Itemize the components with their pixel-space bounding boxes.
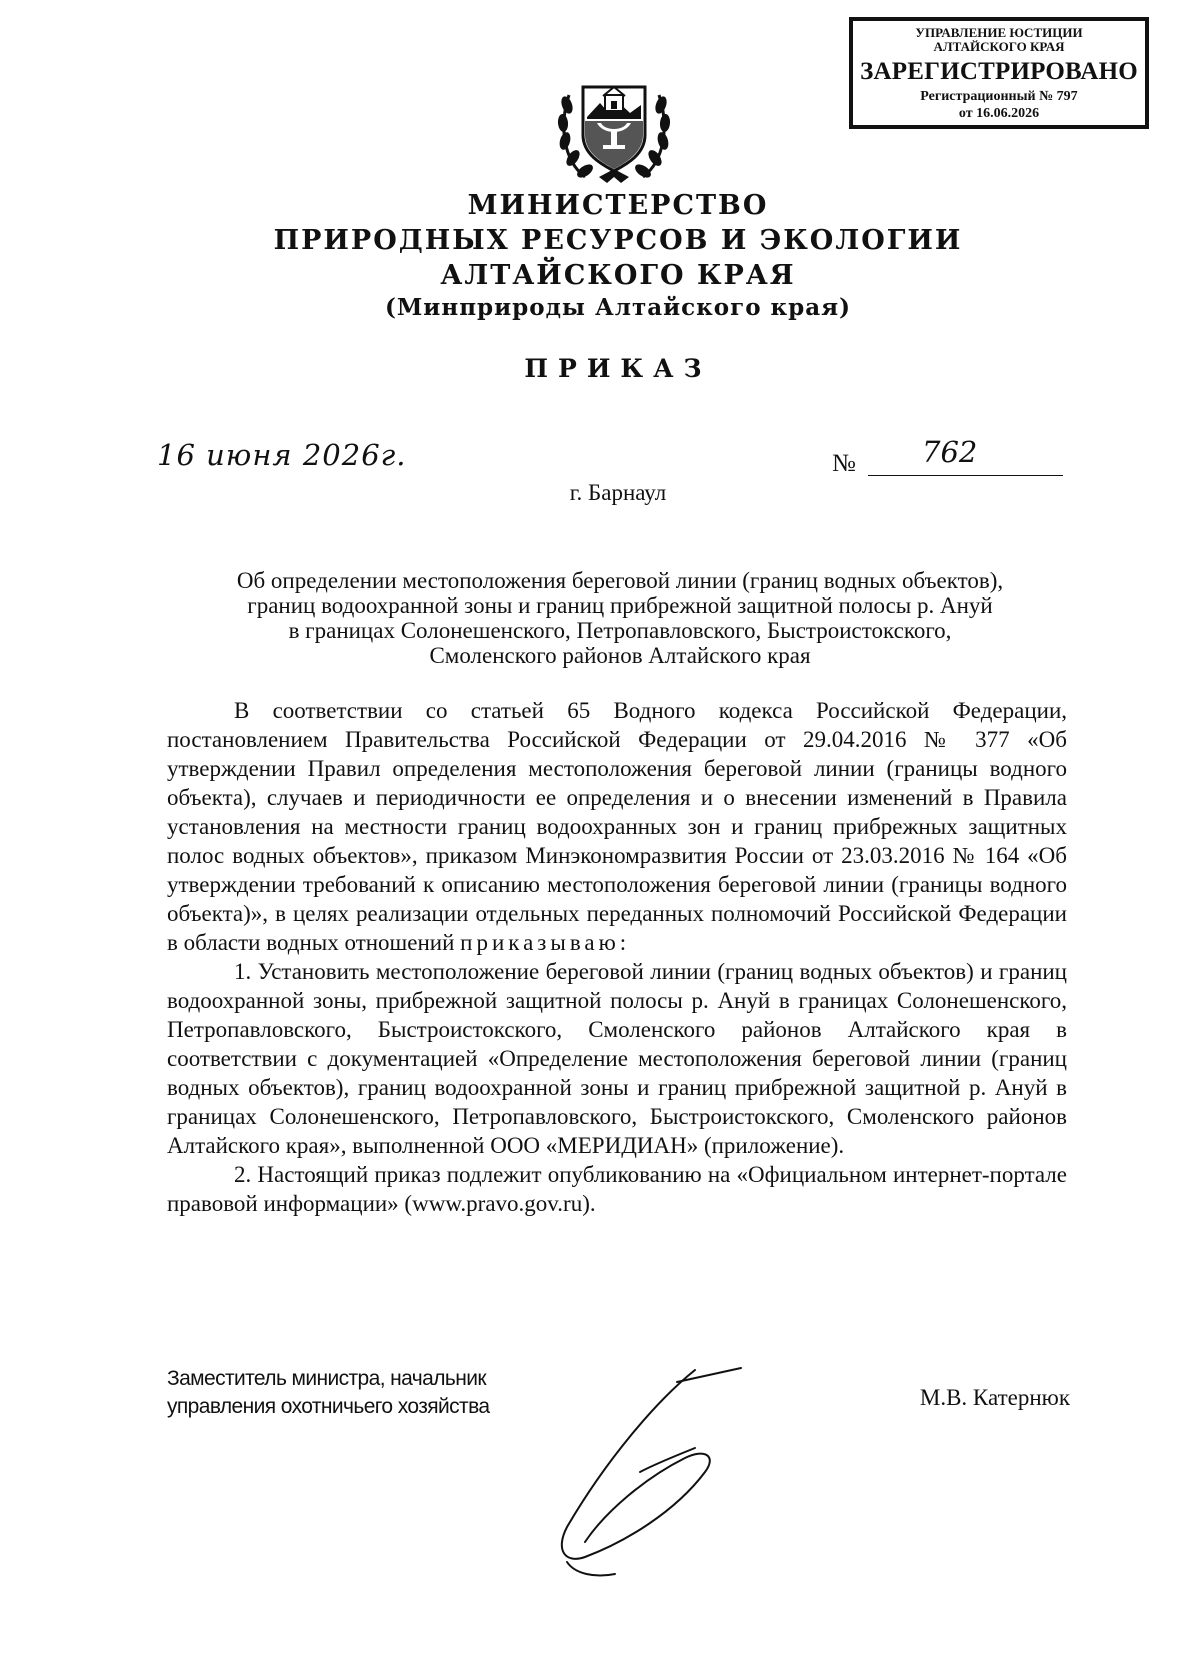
subject-line3: в границах Солонешенского, Петропавловского, Быстроистокского,: [288, 618, 952, 643]
document-body: [167, 696, 1067, 1218]
signatory-position: [167, 1365, 489, 1421]
stamp-reg-number: Регистрационный № 797: [920, 89, 1078, 104]
stamp-org-line1: УПРАВЛЕНИЕ ЮСТИЦИИ: [915, 25, 1083, 40]
city-label: г. Барнаул: [569, 480, 667, 505]
stamp-status: ЗАРЕГИСТРИРОВАНО: [860, 58, 1138, 85]
handwritten-date: 16 июня 2026г.: [157, 438, 407, 472]
ministry-name-line2: ПРИРОДНЫХ РЕСУРСОВ И ЭКОЛОГИИ: [273, 225, 963, 256]
coat-of-arms-icon: [555, 65, 673, 187]
item-2-paragraph: 2. Настоящий приказ подлежит опубликованию на «Официальном интернет-портале правовой информации» (www.pravo.gov.ru).: [167, 1162, 1067, 1216]
number-label: №: [832, 450, 856, 477]
signatory-name: М.В. Катернюк: [919, 1385, 1070, 1410]
preamble-text: В соответствии со статьей 65 Водного кодекса Российской Федерации, постановлением Правительства Российской Федерации от 29.04.2016 № 377 «Об утверждении Правил определения местоположения береговой линии (границы водного объекта), случаев и периодичности ее определения и о внесении изменений в Правила установления на местности границ водоохранных зон и границ прибрежных защитных полос водных объектов», приказом Минэкономразвития России от 23.03.2016 № 164 «Об утверждении требований к описанию местоположения береговой линии (границы водного объекта)», в целях реализации отдельных переданных полномочий Российской Федерации в области водных отношений: [167, 698, 1067, 955]
stamp-org-line2: АЛТАЙСКОГО КРАЯ: [933, 39, 1065, 54]
preamble-paragraph: [167, 696, 1067, 957]
registration-stamp: [849, 17, 1149, 129]
subject-line1: Об определении местоположения береговой линии (границ водных объектов),: [236, 568, 1004, 593]
number-underline: [868, 475, 1063, 476]
ministry-name-line1: МИНИСТЕРСТВО: [467, 190, 769, 221]
ministry-name-line3: АЛТАЙСКОГО КРАЯ: [440, 260, 796, 291]
stamp-reg-date: от 16.06.2026: [958, 106, 1040, 121]
ministry-short-name: (Минприроды Алтайского края): [384, 294, 852, 321]
item-1-paragraph: 1. Установить местоположение береговой линии (границ водных объектов) и границ водоохранной зоны, прибрежной защитной полосы р. Ануй в границах Солонешенского, Петропавловского, Быстроистокского, Смоленского районов Алтайского края в соответствии с документацией «Определение местоположения береговой линии (границ водных объектов), границ водоохранной зоны и границ прибрежной защитной р. Ануй в границах Солонешенского, Петропавловского, Быстроистокского, Смоленского районов Алтайского края», выполненной ООО «МЕРИДИАН» (приложение).: [167, 959, 1067, 1158]
document-subject: [170, 568, 1070, 668]
signatory-position-line2: управления охотничьего хозяйства: [167, 1395, 490, 1418]
handwritten-signature-icon: [545, 1352, 755, 1582]
subject-line2: границ водоохранной зоны и границ прибрежной защитной полосы р. Ануй: [247, 593, 993, 618]
subject-line4: Смоленского районов Алтайского края: [429, 643, 811, 668]
handwritten-number: 762: [922, 435, 978, 469]
signatory-position-line1: Заместитель министра, начальник: [167, 1367, 486, 1390]
prikazyvayu-word: приказываю:: [460, 930, 631, 955]
document-type-title: ПРИКАЗ: [524, 354, 712, 383]
